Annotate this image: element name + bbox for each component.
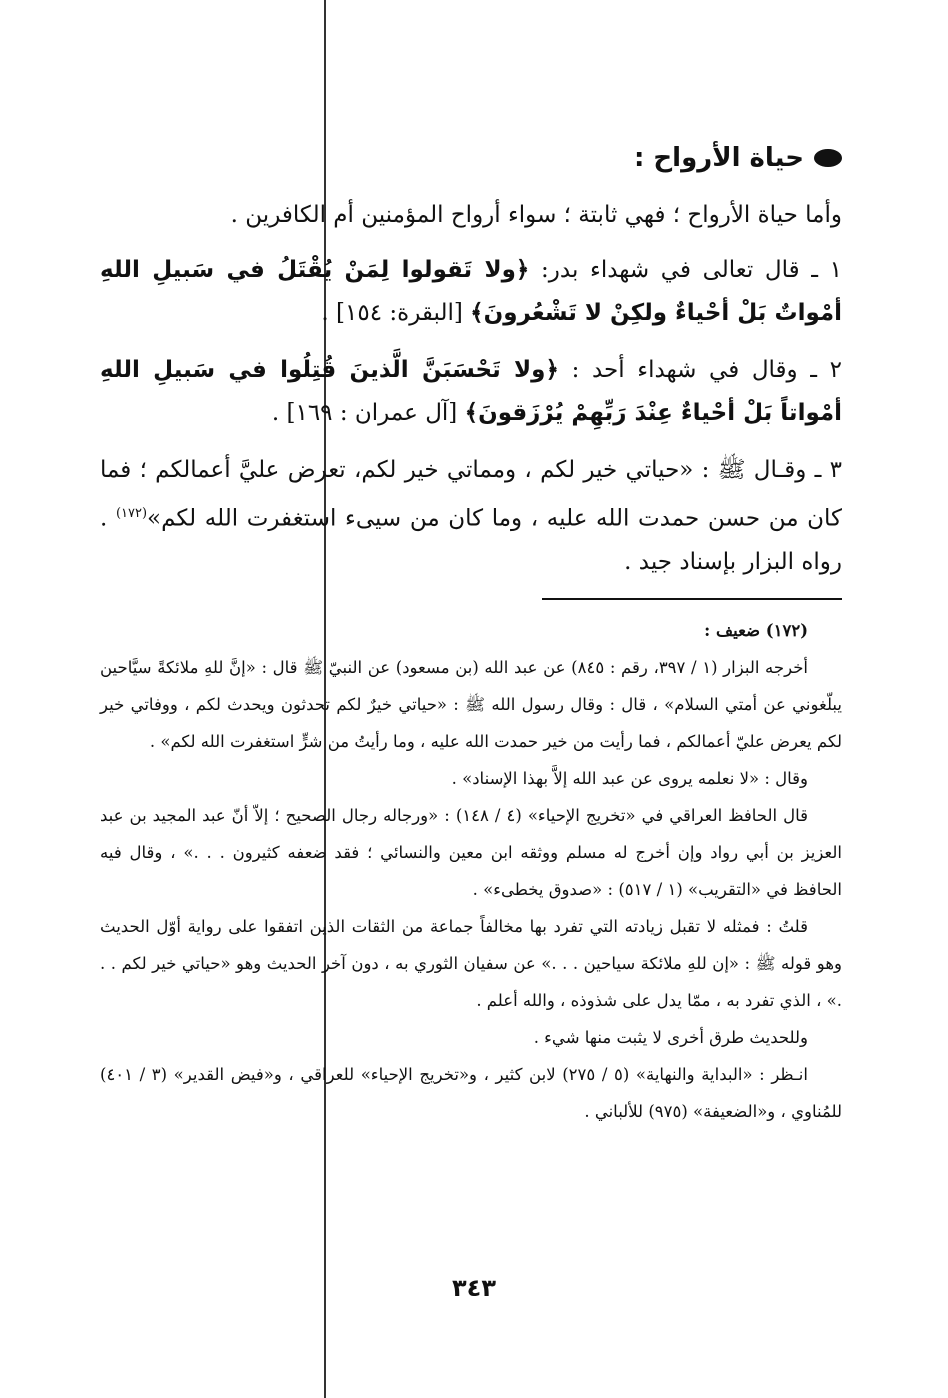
footnote-paragraph: وللحديث طرق أخرى لا يثبت منها شيء .: [533, 1027, 808, 1047]
verse-item-1: [100, 249, 842, 335]
footnote-divider: [542, 598, 842, 600]
item-3-hadith: «حياتي خير لكم ، ومماتي خير لكم، تعرض عليَّ أعمالكم ؛ فما كان من حسن حمدت الله عليه ، وما كان من سيىء استغفرت الله لكم»: [100, 457, 843, 532]
item-1-lead: ١ ـ قال تعالى في شهداء بدر:: [541, 257, 842, 283]
book-page: [100, 136, 842, 1130]
page-number: ٣٤٣: [452, 1274, 496, 1302]
item-1-verse: ﴿ولا تَقولوا لِمَنْ يُقْتَلُ في سَبيلِ اللهِ أمْواتٌ بَلْ أحْياءٌ ولكِنْ لا تَشْعُرونَ﴾: [100, 257, 842, 326]
footnote-paragraph: أخرجه البزار (١ / ٣٩٧، رقم : ٨٤٥) عن عبد الله (بن مسعود) عن النبيّ ﷺ قال : «إنَّ للهِ ملائكةً سيَّاحين يبلّغوني عن أمتي السلام» ، قال : وقال رسول الله ﷺ : «حياتي خيرٌ لكم تحدثون ويحدث لكم ، ووفاتي خير لكم يعرض عليّ أعمالكم ، فما رأيت من خير حمدت الله عليه ، وما رأيتُ من شرٍّ استغفرت الله لكم» .: [100, 657, 842, 751]
footnote-marker[interactable]: (١٧٢): [115, 506, 148, 521]
item-3-lead: ٣ ـ وقـال ﷺ :: [701, 457, 842, 483]
verse-item-2: [100, 349, 842, 435]
bullet-icon: [814, 149, 842, 167]
hadith-item-3: [100, 449, 842, 584]
section-heading: [100, 136, 842, 180]
item-2-verse: ﴿ولا تَحْسَبَنَّ الَّذينَ قُتِلُوا في سَبيلِ اللهِ أمْواتاً بَلْ أحْياءٌ عِنْدَ رَبِّهِمْ يُرْزَقونَ﴾: [100, 357, 842, 426]
footnote-title: (١٧٢) ضعيف :: [704, 620, 808, 640]
footnote-paragraph: انـظر : «البداية والنهاية» (٥ / ٢٧٥) لابن كثير ، و«تخريج الإحياء» للعراقي ، و«فيض القدير» (٣ / ٤٠١) للمُناوي ، و«الضعيفة» (٩٧٥) للألباني .: [100, 1064, 842, 1121]
footnote-paragraph: قال الحافظ العراقي في «تخريج الإحياء» (٤ / ١٤٨) : «ورجاله رجال الصحيح ؛ إلاّ أنّ عبد المجيد بن عبد العزيز بن أبي رواد وإن أخرج له مسلم ووثقه ابن معين والنسائي ؛ فقد ضعفه كثيرون . . .» ، وقال فيه الحافظ في «التقريب» (١ / ٥١٧) : «صدوق يخطىء» .: [100, 805, 842, 899]
footnotes-section: [100, 612, 842, 1130]
item-2-lead: ٢ ـ وقال في شهداء أحد :: [571, 357, 843, 383]
heading-text: حياة الأرواح :: [633, 143, 804, 173]
footnote-paragraph: قلتُ : فمثله لا تقبل زيادته التي تفرد بها مخالفاً جماعة من الثقات الذين اتفقوا على رواية أوّل الحديث وهو قوله ﷺ : «إن للهِ ملائكة سياحين . . .» عن سفيان الثوري به ، دون آخر الحديث وهو «حياتي خير لكم . . .» ، الذي تفرد به ، ممّا يدل على شذوذه ، والله أعلم .: [100, 916, 842, 1010]
item-2-reference: [آل عمران : ١٦٩] .: [271, 400, 458, 426]
item-3-tail: . رواه البزار بإسناد جيد .: [100, 505, 842, 575]
intro-paragraph: وأما حياة الأرواح ؛ فهي ثابتة ؛ سواء أرواح المؤمنين أم الكافرين .: [230, 202, 842, 228]
footnote-paragraph: وقال : «لا نعلمه يروى عن عبد الله إلاَّ بهذا الإسناد» .: [451, 768, 808, 788]
item-1-reference: [البقرة: ١٥٤] .: [321, 300, 463, 326]
